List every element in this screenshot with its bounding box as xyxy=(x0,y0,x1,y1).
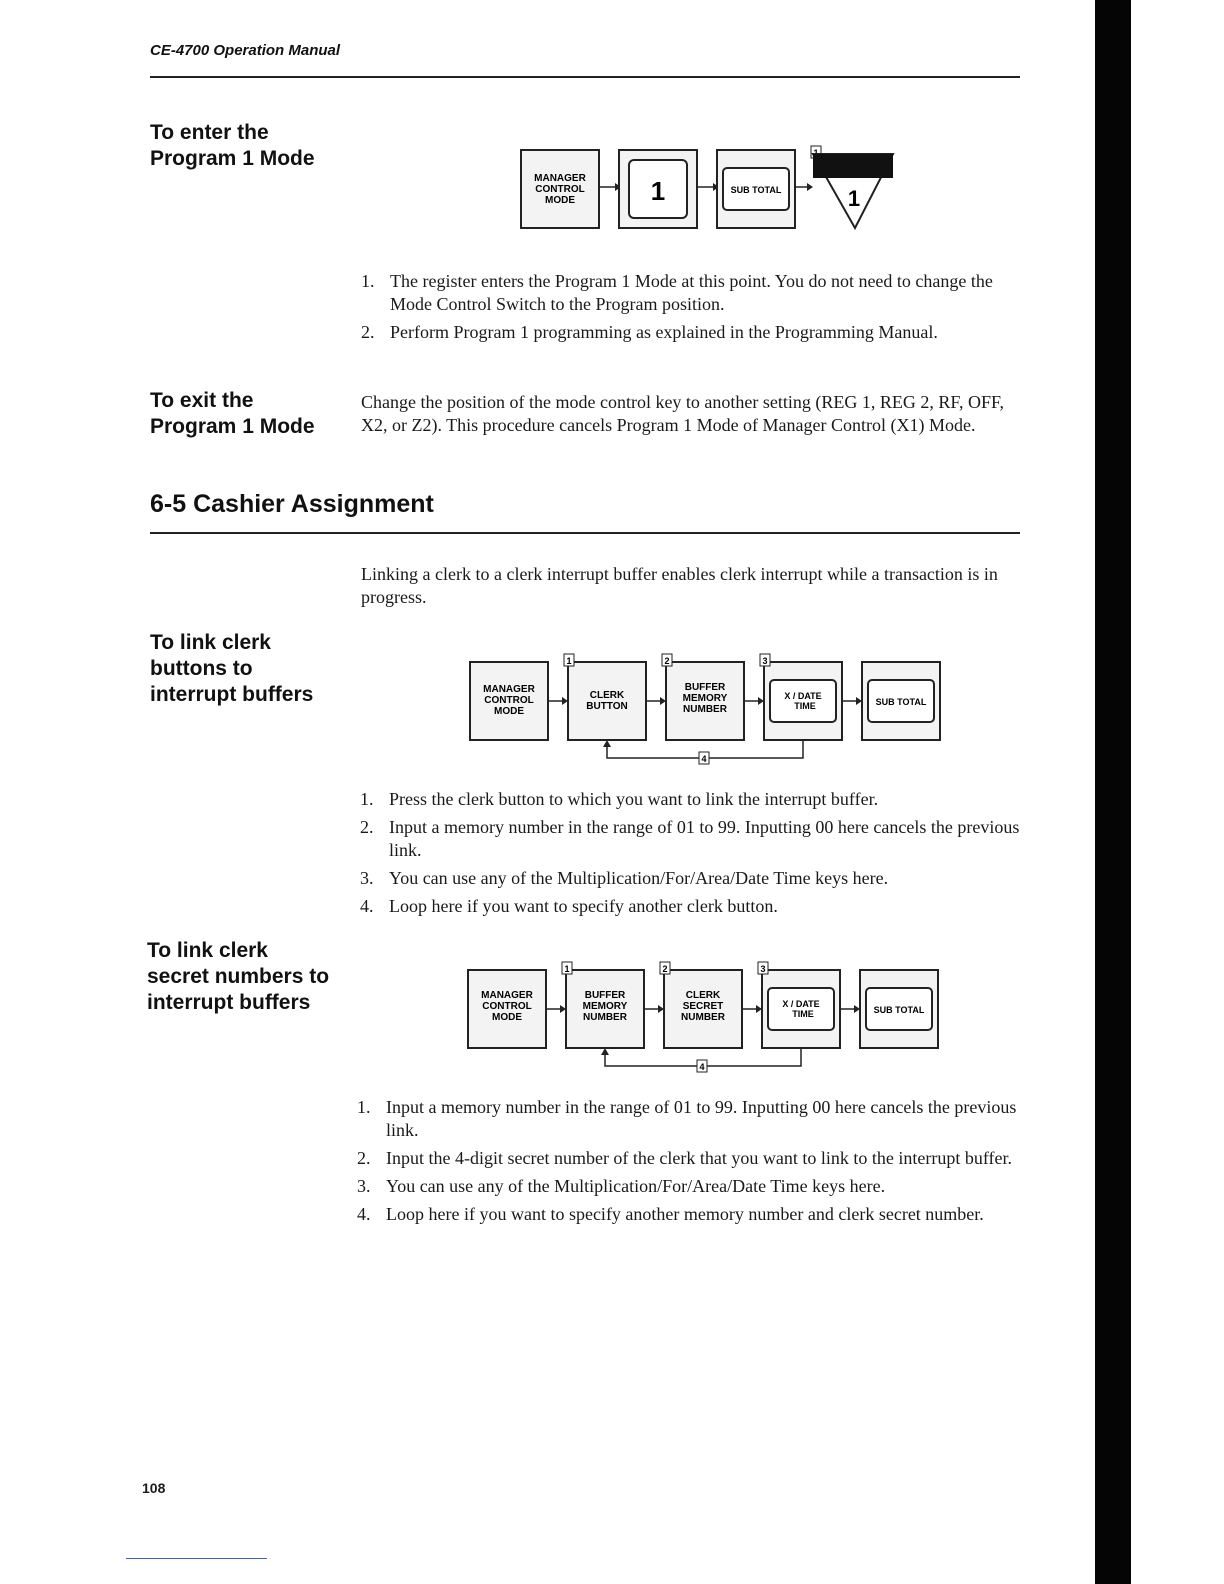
link-secret-heading xyxy=(147,938,329,1016)
step-text: Input the 4-digit secret number of the clerk that you want to link to the interrupt buffer. xyxy=(386,1148,1013,1168)
display-indicator xyxy=(811,146,893,228)
callout-number: 2 xyxy=(662,964,668,974)
step-number: 3. xyxy=(357,1176,371,1196)
link-buttons-steps xyxy=(360,788,1032,923)
callout-number: 1 xyxy=(566,656,572,666)
step-number: 4. xyxy=(357,1204,371,1224)
key-label: MEMORY xyxy=(682,693,728,704)
key-label: TIME xyxy=(792,1009,814,1019)
key-label: SECRET xyxy=(682,1001,724,1012)
key-label: MEMORY xyxy=(582,1001,628,1012)
list-item xyxy=(357,1203,1039,1226)
key-label: SUB TOTAL xyxy=(875,697,927,707)
display-digit: 1 xyxy=(847,186,861,211)
callout-number: 2 xyxy=(664,656,670,666)
section-intro: Linking a clerk to a clerk interrupt buffer enables clerk interrupt while a transaction is in progress. xyxy=(361,564,998,607)
key-label: BUTTON xyxy=(586,701,628,712)
step-text: You can use any of the Multiplication/For/Area/Date Time keys here. xyxy=(389,868,889,888)
heading-line: interrupt buffers xyxy=(147,991,311,1014)
key-digit-1 xyxy=(619,150,697,228)
step-text: The register enters the Program 1 Mode at this point. You do not need to change the Mode Control Switch to the Program position. xyxy=(390,271,993,314)
callout-number: 1 xyxy=(564,964,570,974)
step-text: Loop here if you want to specify another clerk button. xyxy=(389,896,778,916)
list-item xyxy=(357,1096,1039,1142)
heading-line: secret numbers to xyxy=(147,965,330,988)
callout-1 xyxy=(562,962,572,974)
key-label: 1 xyxy=(650,176,666,206)
step-number: 2. xyxy=(361,322,375,342)
key-label: BUFFER xyxy=(584,990,626,1001)
key-manager-control-mode xyxy=(470,662,548,740)
heading-line: interrupt buffers xyxy=(150,683,314,706)
key-x-date-time xyxy=(764,662,842,740)
key-label: MODE xyxy=(494,706,524,717)
flow-arrowhead xyxy=(807,183,813,191)
enter-program-steps xyxy=(361,270,1033,349)
heading-line: buttons to xyxy=(150,657,253,680)
key-label: MANAGER xyxy=(534,173,586,184)
key-label: CONTROL xyxy=(484,695,534,706)
list-item xyxy=(357,1175,1039,1198)
key-label: CLERK xyxy=(589,690,625,701)
heading-line: To exit the xyxy=(150,389,254,412)
enter-program-heading xyxy=(150,120,315,172)
list-item xyxy=(360,867,1032,890)
scan-edge-bar xyxy=(1095,0,1131,1584)
callout-number: 4 xyxy=(699,1062,705,1072)
heading-line: To enter the xyxy=(150,121,269,144)
heading-line: To link clerk xyxy=(147,939,268,962)
step-number: 3. xyxy=(360,868,374,888)
heading-line: Program 1 Mode xyxy=(150,415,315,438)
key-label: SUB TOTAL xyxy=(730,185,782,195)
key-sub-total xyxy=(717,150,795,228)
key-label: CONTROL xyxy=(482,1001,532,1012)
key-label: MODE xyxy=(492,1012,522,1023)
callout-3 xyxy=(758,962,768,974)
bottom-rule xyxy=(126,1558,267,1559)
key-manager-control-mode xyxy=(468,970,546,1048)
link-secret-key-sequence xyxy=(460,958,950,1076)
key-buffer-memory-number xyxy=(666,662,744,740)
key-sub-total xyxy=(860,970,938,1048)
callout-number: 3 xyxy=(760,964,766,974)
list-item xyxy=(361,321,1033,344)
step-number: 1. xyxy=(361,271,375,291)
callout-2 xyxy=(662,654,672,666)
link-secret-steps xyxy=(357,1096,1039,1231)
key-label: TIME xyxy=(794,701,816,711)
exit-program-text: Change the position of the mode control key to another setting (REG 1, REG 2, RF, OFF, X2, or Z2). This procedure cancels Program 1 Mode of Manager Control (X1) Mode. xyxy=(361,392,1005,435)
manual-title: CE-4700 Operation Manual xyxy=(150,42,341,59)
step-number: 4. xyxy=(360,896,374,916)
step-number: 2. xyxy=(360,817,374,837)
step-text: Input a memory number in the range of 01 to 99. Inputting 00 here cancels the previous link. xyxy=(389,817,1020,860)
loop-back-arrow xyxy=(603,740,803,764)
key-clerk-secret-number xyxy=(664,970,742,1048)
key-label: SUB TOTAL xyxy=(873,1005,925,1015)
key-label: NUMBER xyxy=(683,704,727,715)
step-text: Input a memory number in the range of 01 to 99. Inputting 00 here cancels the previous link. xyxy=(386,1097,1017,1140)
page-number: 108 xyxy=(142,1480,166,1496)
exit-program-heading xyxy=(150,388,315,440)
loop-back-arrow xyxy=(601,1048,801,1072)
heading-line: To link clerk xyxy=(150,631,271,654)
list-item xyxy=(360,895,1032,918)
step-number: 1. xyxy=(357,1097,371,1117)
step-text: Loop here if you want to specify another memory number and clerk secret number. xyxy=(386,1204,984,1224)
callout-2 xyxy=(660,962,670,974)
list-item xyxy=(361,270,1033,316)
key-x-date-time xyxy=(762,970,840,1048)
section-rule xyxy=(150,532,1020,534)
heading-line: Program 1 Mode xyxy=(150,147,315,170)
key-buffer-memory-number xyxy=(566,970,644,1048)
link-buttons-key-sequence xyxy=(462,650,952,768)
callout-1 xyxy=(564,654,574,666)
key-label: CONTROL xyxy=(535,184,585,195)
key-label: X / DATE xyxy=(782,999,820,1009)
link-buttons-heading xyxy=(150,630,313,708)
key-label: CLERK xyxy=(685,990,721,1001)
key-label: X / DATE xyxy=(784,691,822,701)
list-item xyxy=(360,788,1032,811)
callout-number: 4 xyxy=(701,754,707,764)
callout-number: 3 xyxy=(762,656,768,666)
step-number: 2. xyxy=(357,1148,371,1168)
callout-3 xyxy=(760,654,770,666)
step-text: Press the clerk button to which you want to link the interrupt buffer. xyxy=(389,789,879,809)
step-text: Perform Program 1 programming as explained in the Programming Manual. xyxy=(390,322,938,342)
key-label: MANAGER xyxy=(481,990,533,1001)
key-label: MANAGER xyxy=(483,684,535,695)
key-label: MODE xyxy=(545,195,575,206)
header-rule xyxy=(150,76,1020,78)
key-manager-control-mode xyxy=(521,150,599,228)
step-number: 1. xyxy=(360,789,374,809)
enter-program-key-sequence xyxy=(515,140,905,238)
key-label: NUMBER xyxy=(583,1012,627,1023)
key-label: BUFFER xyxy=(684,682,726,693)
list-item xyxy=(360,816,1032,862)
key-clerk-button xyxy=(568,662,646,740)
key-label: NUMBER xyxy=(681,1012,725,1023)
key-sub-total xyxy=(862,662,940,740)
list-item xyxy=(357,1147,1039,1170)
step-text: You can use any of the Multiplication/For/Area/Date Time keys here. xyxy=(386,1176,886,1196)
section-title: 6-5 Cashier Assignment xyxy=(150,490,434,518)
